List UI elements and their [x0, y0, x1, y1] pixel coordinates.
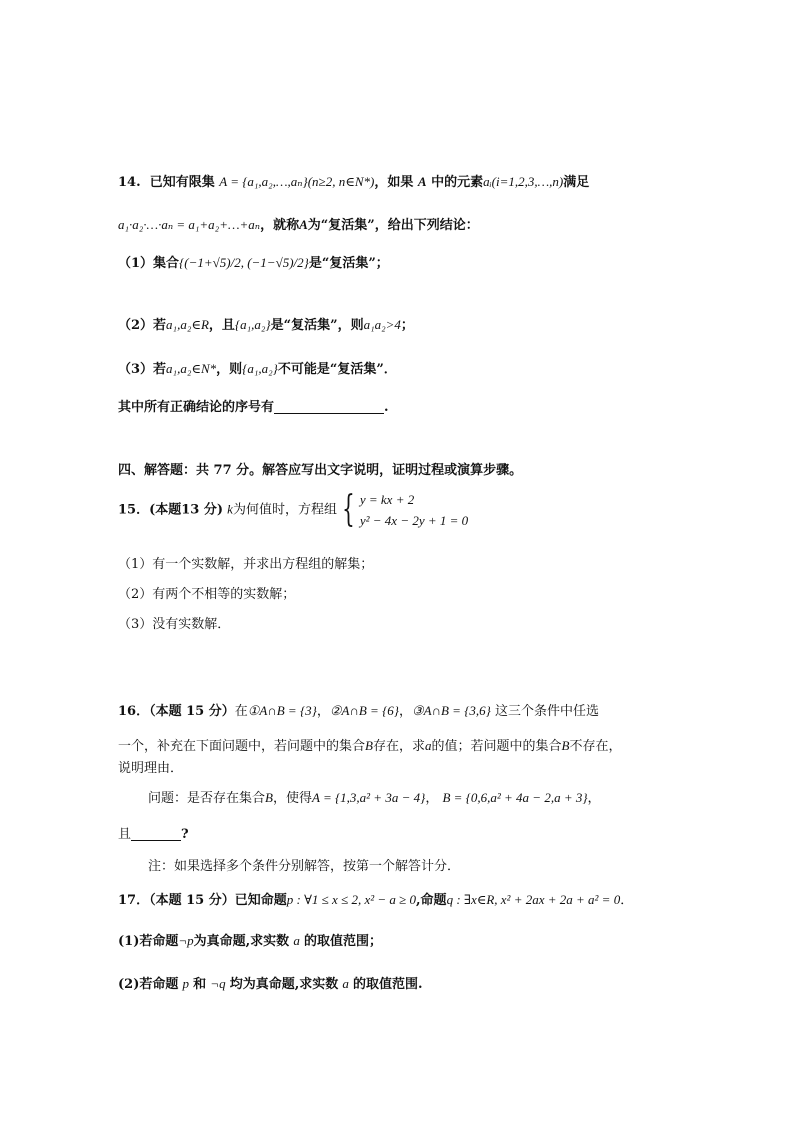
- q17-prop-q: q : ∃x∈R, x² + 2ax + 2a + a² = 0: [446, 892, 621, 907]
- q16-q-mark: ?: [181, 827, 189, 842]
- q14-c3-end: 不可能是“复活集”．: [277, 362, 397, 377]
- q17-prop-p: p : ∀1 ≤ x ≤ 2, x² − a ≥ 0: [286, 892, 417, 907]
- q16-q-b: B: [265, 790, 273, 805]
- q17-mid: ,命题: [416, 893, 447, 908]
- q16-condition-blank[interactable]: [131, 826, 181, 841]
- q15-part-2: （2）有两个不相等的实数解；: [118, 587, 296, 602]
- q14-c2-label: （2）若: [118, 318, 167, 333]
- q16-line3: 说明理由．: [118, 761, 184, 776]
- q14-set-name-2: A: [299, 217, 308, 232]
- q16-l2-a: a: [424, 738, 432, 753]
- q14-line1: [118, 171, 589, 190]
- q17-sub-2: [118, 973, 423, 992]
- q16-and: 且: [118, 827, 132, 842]
- q16-set-b: B = {0,6,a² + 4a − 2,a + 3}: [442, 790, 588, 805]
- q14-set-def: A = {a₁,a₂,…,aₙ}(n≥2, n∈N*): [219, 174, 375, 189]
- q17-s1-not-p: ¬p: [178, 933, 194, 948]
- q16-l1-end: 这三个条件中任选: [495, 704, 600, 719]
- q16-question: [148, 787, 601, 806]
- q15-part-1: （1）有一个实数解，并求出方程组的解集；: [118, 557, 374, 572]
- q17-s2-a: (2)若命题: [118, 977, 179, 992]
- q14-c3-label: （3）若: [118, 362, 167, 377]
- q14-elem-def: aᵢ(i=1,2,3,…,n): [483, 174, 564, 189]
- q14-line2: [118, 214, 479, 233]
- q16-opt2: ②A∩B = {6}: [329, 703, 399, 718]
- q14-set-name: A: [417, 174, 427, 189]
- q14-number: 14.: [118, 175, 141, 190]
- q14-prompt-end: .: [384, 400, 389, 415]
- q14-c2-set: {a₁,a₂}: [234, 317, 271, 332]
- q14-c3-mid: ，则: [216, 362, 243, 377]
- q17-s1-a: (1)若命题: [118, 934, 179, 949]
- q17-line: [118, 889, 633, 908]
- q16-l2: 一个，补充在下面问题中，若问题中的集合: [118, 739, 366, 754]
- q15-eq2: y² − 4x − 2y + 1 = 0: [359, 513, 469, 528]
- q17-s2-c: 均为真命题,求实数: [229, 977, 339, 992]
- q14-cond-mid: 中的元素: [431, 175, 484, 190]
- q14-conclusion-1: [118, 252, 389, 271]
- q14-c2-mid: ，且: [208, 318, 235, 333]
- q14-answer-blank[interactable]: [274, 399, 384, 414]
- q14-lead: 已知有限集: [149, 175, 215, 190]
- q14-c3-cond: a₁,a₂∈N*: [166, 361, 217, 376]
- q14-conclusion-2: [118, 314, 414, 333]
- q15-var: k: [227, 501, 233, 517]
- q14-prompt: [118, 396, 389, 415]
- q16-l2-end: 不存在，: [569, 739, 622, 754]
- q16-lead: 在: [234, 704, 248, 719]
- q14-c3-set: {a₁,a₂}: [242, 361, 278, 376]
- q15-system: [360, 489, 468, 531]
- q16-line2: [118, 735, 621, 754]
- q14-c2-mid2: 是“复活集”，则: [270, 318, 364, 333]
- q17-s2-p-letter: p: [182, 976, 189, 991]
- q14-c2-end: ；: [400, 318, 414, 333]
- q17-s2-d: 的取值范围.: [353, 977, 423, 992]
- q15-header: 15．(本题13 分): [118, 502, 224, 518]
- section4-heading: 四、解答题：共 77 分。解答应写出文字说明，证明过程或演算步骤。: [118, 463, 523, 478]
- q16-l2-b: B: [365, 738, 373, 753]
- q16-note: 注：如果选择多个条件分别解答，按第一个解答计分．: [148, 859, 461, 874]
- q16-q-label: 问题：是否存在集合: [148, 791, 266, 806]
- q17-sub-1: [118, 930, 382, 949]
- q16-l2-mid: 存在，求: [372, 739, 425, 754]
- q14-conclusion-3: [118, 358, 397, 377]
- q15-system-brace: {: [342, 489, 355, 530]
- q14-c2-cond: a₁,a₂∈R: [166, 317, 209, 332]
- q15-eq1: y = kx + 2: [359, 492, 415, 507]
- q17-s1-b: 为真命题,求实数: [193, 934, 290, 949]
- q14-c2-result: a₁a₂>4: [363, 317, 401, 332]
- q14-equation: a₁·a₂·…·aₙ = a₁+a₂+…+aₙ: [118, 217, 261, 232]
- q15-line: [118, 489, 468, 531]
- q15-text: 为何值时，方程组: [232, 502, 337, 518]
- q14-def-text-2: 为“复活集”，给出下列结论：: [307, 218, 479, 233]
- q16-q-end: ，: [587, 791, 601, 806]
- q16-l2-b2: B: [561, 738, 570, 753]
- q16-opt1: ①A∩B = {3}: [247, 703, 317, 718]
- q17-s1-var: a: [293, 933, 300, 948]
- q16-line1: [118, 700, 599, 719]
- q16-l2-mid2: 的值；若问题中的集合: [431, 739, 562, 754]
- q17-s2-not-q: ¬q: [210, 976, 226, 991]
- q17-s2-b: 和: [193, 977, 207, 992]
- q16-set-a: A = {1,3,a² + 3a − 4}: [311, 790, 426, 805]
- q16-sep2: ，: [398, 704, 412, 719]
- q17-header: 17．（本题 15 分）已知命题: [118, 893, 287, 908]
- q14-def-text-1: ，就称: [260, 218, 300, 233]
- q14-c1-set: {(−1+√5)/2, (−1−√5)/2}: [179, 255, 309, 270]
- q16-q-mid: ，使得: [272, 791, 312, 806]
- q16-opt3: ③A∩B = {3,6}: [412, 703, 491, 718]
- q16-sep1: ，: [316, 704, 330, 719]
- q14-cond-lead: ，如果: [374, 175, 414, 190]
- q17-s1-c: 的取值范围；: [303, 934, 382, 949]
- q16-header: 16．（本题 15 分）: [118, 704, 235, 719]
- q17-s2-var: a: [342, 976, 349, 991]
- q17-end: ．: [620, 893, 634, 908]
- q14-c1-label: （1）集合: [118, 256, 180, 271]
- q14-c1-end: 是“复活集”；: [308, 256, 389, 271]
- q16-q-sep: ，: [425, 791, 439, 806]
- q14-cond-end: 满足: [563, 175, 590, 190]
- q16-and-line: [118, 823, 189, 842]
- q15-part-3: （3）没有实数解．: [118, 617, 231, 632]
- q14-prompt-text: 其中所有正确结论的序号有: [118, 400, 275, 415]
